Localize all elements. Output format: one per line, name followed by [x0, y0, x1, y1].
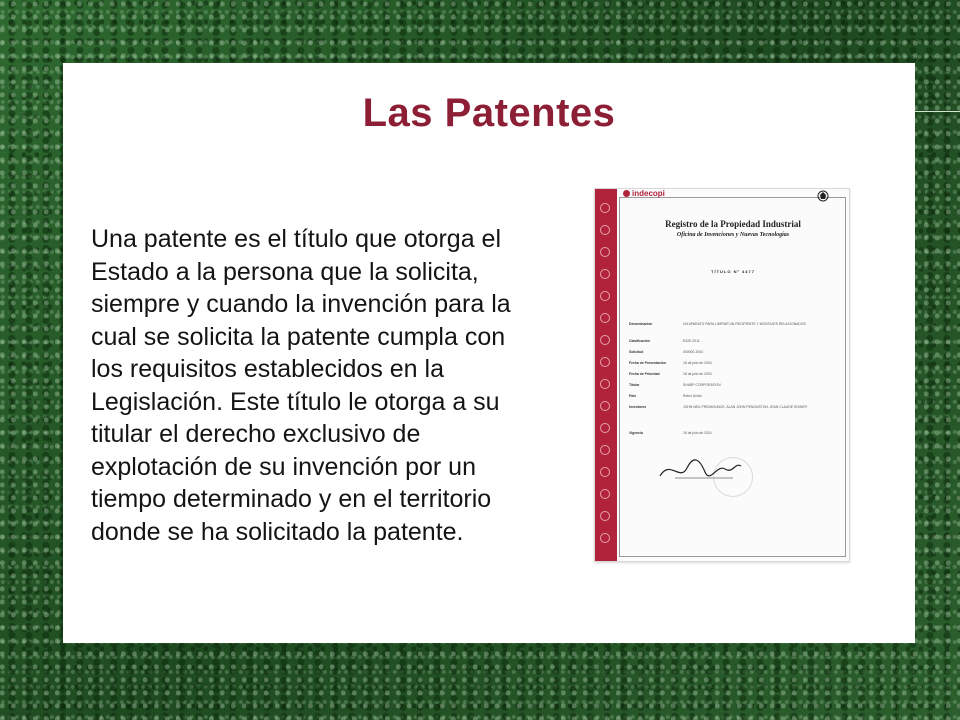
- field-value: SHARP CORPORATION: [683, 383, 721, 387]
- field-label: País: [629, 394, 636, 398]
- indecopi-logo: indecopi: [623, 189, 665, 198]
- field-label: Inventores: [629, 405, 647, 409]
- strip-emblem-icon: [600, 511, 610, 521]
- signature-icon: [655, 454, 745, 484]
- field-label: Titular: [629, 383, 640, 387]
- strip-emblem-icon: [600, 291, 610, 301]
- certificate-number: TÍTULO Nº 4477: [711, 269, 755, 274]
- certificate-red-strip: [595, 189, 617, 561]
- field-value: 18 de julio de 2003: [683, 372, 712, 376]
- patent-certificate-image: [594, 188, 850, 562]
- strip-emblem-icon: [600, 269, 610, 279]
- strip-emblem-icon: [600, 357, 610, 367]
- field-value: 16 de julio de 2024: [683, 431, 712, 435]
- strip-emblem-icon: [600, 379, 610, 389]
- strip-emblem-icon: [600, 423, 610, 433]
- field-label: Vigencia: [629, 431, 643, 435]
- strip-emblem-icon: [600, 335, 610, 345]
- strip-emblem-icon: [600, 313, 610, 323]
- field-value: E02D 2011: [683, 339, 700, 343]
- field-value: JOHN NEIL PRIDMOUNCE, ALAN JOHN PENGUSTON, JEAN CLAUDE ROWER: [683, 405, 807, 409]
- field-label: Denominación: [629, 322, 653, 326]
- field-value: UN APARATO PARA LIMPIAR UN RECIPIENTE Y MONTAJES RELACIONADOS: [683, 322, 806, 326]
- field-value: Reino Unido: [683, 394, 702, 398]
- slide-panel: [63, 63, 915, 643]
- strip-emblem-icon: [600, 203, 610, 213]
- field-label: Solicitud: [629, 350, 644, 354]
- certificate-subtitle: Oficina de Invenciones y Nuevas Tecnologías: [676, 232, 790, 238]
- slide-title: Las Patentes: [362, 91, 616, 135]
- strip-emblem-icon: [600, 401, 610, 411]
- field-label: Fecha de Prioridad: [629, 372, 660, 376]
- strip-emblem-icon: [600, 467, 610, 477]
- certificate-frame: [619, 197, 846, 557]
- strip-emblem-icon: [600, 489, 610, 499]
- national-seal-icon: [817, 190, 829, 202]
- decorative-line: [915, 111, 960, 112]
- field-value: 16 de julio de 2004: [683, 361, 712, 365]
- field-label: Clasificación: [629, 339, 650, 343]
- strip-emblem-icon: [600, 247, 610, 257]
- strip-emblem-icon: [600, 445, 610, 455]
- strip-emblem-icon: [600, 533, 610, 543]
- field-value: 000000-2004: [683, 350, 703, 354]
- certificate-title: Registro de la Propiedad Industrial: [665, 219, 801, 229]
- strip-emblem-icon: [600, 225, 610, 235]
- slide-body-text: Una patente es el título que otorga el Estado a la persona que la solicita, siempre y cuando la invención para la cual se solicita la patente cumpla con los requisitos establecidos en la Legislación. Este título le otorga a su titular el derecho exclusivo de explotación de su invención por un tiempo determinado y en el territorio donde se ha solicitado la patente.: [91, 225, 511, 546]
- field-label: Fecha de Presentación: [629, 361, 666, 365]
